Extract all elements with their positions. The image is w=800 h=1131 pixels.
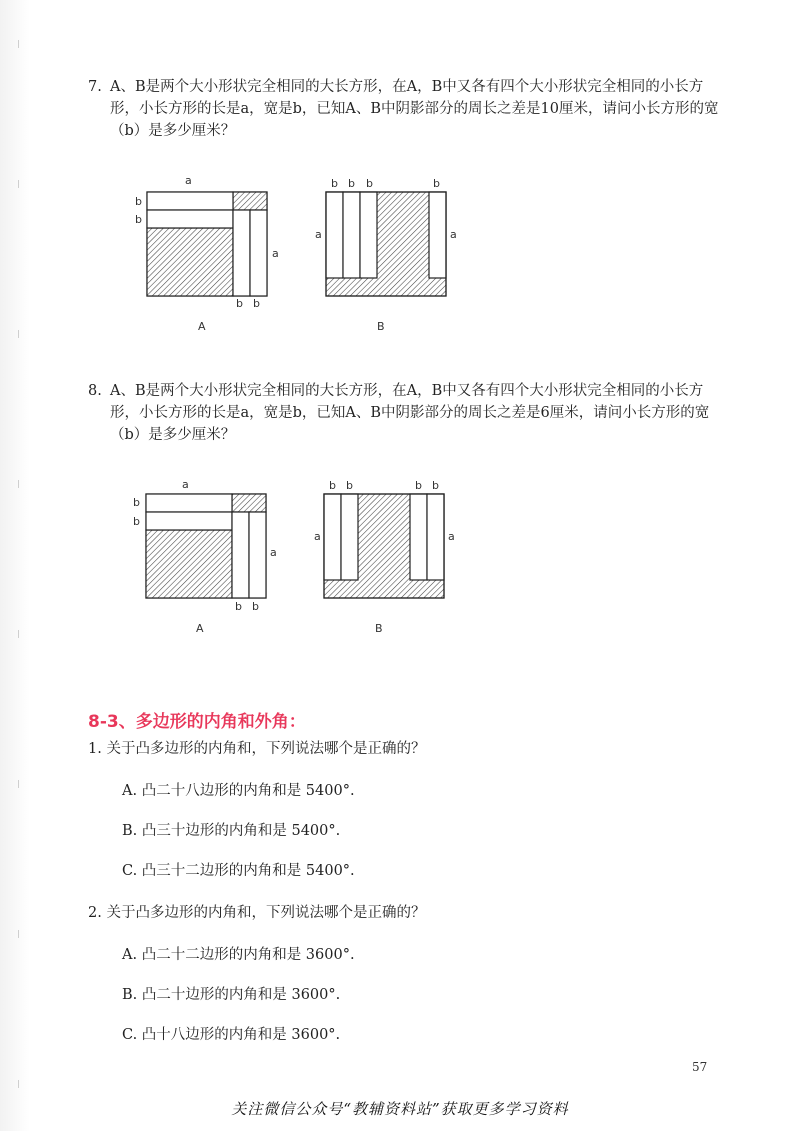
label-b: b bbox=[236, 297, 243, 310]
shaded-region bbox=[232, 494, 266, 512]
problem-number: 8. bbox=[88, 383, 102, 399]
question-1-stem: 1. 关于凸多边形的内角和，下列说法哪个是正确的？ bbox=[88, 741, 426, 757]
label-b: b bbox=[346, 479, 353, 492]
figure-a bbox=[133, 478, 277, 635]
label-b: b bbox=[432, 479, 439, 492]
footer-note: 关注微信公众号“教辅资料站”获取更多学习资料 bbox=[231, 1100, 569, 1118]
label-b: b bbox=[348, 177, 355, 190]
small-rectangle bbox=[326, 192, 343, 278]
small-rectangle bbox=[233, 210, 250, 296]
binding-mark bbox=[18, 780, 19, 788]
figure-b bbox=[314, 479, 455, 635]
shaded-region bbox=[146, 530, 232, 598]
shaded-region bbox=[233, 192, 267, 210]
small-rectangle bbox=[249, 512, 266, 598]
label-b: b bbox=[366, 177, 373, 190]
label-b: b bbox=[135, 213, 142, 226]
binding-mark bbox=[18, 1080, 19, 1088]
problem-text: A、B是两个大小形状完全相同的大长方形，在A，B中又各有四个大小形状完全相同的小长方形，小长方形的长是a，宽是b，已知A、B中阴影部分的周长之差是10厘米，请问小长方形的宽（b）是多少厘米？ bbox=[110, 79, 719, 139]
small-rectangle bbox=[147, 192, 233, 210]
question-1-option-c: C. 凸三十二边形的内角和是 5400°. bbox=[122, 863, 355, 879]
caption-a: A bbox=[198, 320, 206, 333]
label-b: b bbox=[133, 515, 140, 528]
binding-mark bbox=[18, 930, 19, 938]
section-title: 8-3、多边形的内角和外角： bbox=[88, 712, 306, 732]
page-number: 57 bbox=[692, 1060, 708, 1074]
small-rectangle bbox=[429, 192, 446, 278]
page-binding-edge bbox=[0, 0, 30, 1131]
small-rectangle bbox=[341, 494, 358, 580]
small-rectangle bbox=[147, 210, 233, 228]
caption-b: B bbox=[377, 320, 385, 333]
label-b: b bbox=[415, 479, 422, 492]
figure-7 bbox=[110, 168, 480, 340]
label-b: b bbox=[331, 177, 338, 190]
label-b: b bbox=[433, 177, 440, 190]
binding-mark bbox=[18, 630, 19, 638]
figure-b bbox=[315, 177, 457, 333]
small-rectangle bbox=[427, 494, 444, 580]
label-a: a bbox=[185, 174, 192, 187]
label-b: b bbox=[252, 600, 259, 613]
label-b: b bbox=[235, 600, 242, 613]
label-a: a bbox=[315, 228, 322, 241]
small-rectangle bbox=[146, 512, 232, 530]
label-a: a bbox=[314, 530, 321, 543]
label-a: a bbox=[182, 478, 189, 491]
caption-a: A bbox=[196, 622, 204, 635]
label-b: b bbox=[135, 195, 142, 208]
small-rectangle bbox=[250, 210, 267, 296]
question-2-stem: 2. 关于凸多边形的内角和，下列说法哪个是正确的？ bbox=[88, 905, 426, 921]
small-rectangle bbox=[410, 494, 427, 580]
shaded-region bbox=[147, 228, 233, 296]
question-2-option-c: C. 凸十八边形的内角和是 3600°. bbox=[122, 1027, 341, 1043]
problem-7 bbox=[88, 76, 728, 142]
binding-mark bbox=[18, 480, 19, 488]
small-rectangle bbox=[324, 494, 341, 580]
binding-mark bbox=[18, 330, 19, 338]
question-2-option-b: B. 凸二十边形的内角和是 3600°. bbox=[122, 987, 341, 1003]
label-a: a bbox=[448, 530, 455, 543]
problem-text: A、B是两个大小形状完全相同的大长方形，在A，B中又各有四个大小形状完全相同的小长方形，小长方形的长是a，宽是b，已知A、B中阴影部分的周长之差是6厘米，请问小长方形的宽（b）是多少厘米？ bbox=[110, 383, 710, 443]
small-rectangle bbox=[360, 192, 377, 278]
small-rectangle bbox=[146, 494, 232, 512]
label-a: a bbox=[270, 546, 277, 559]
figure-a bbox=[135, 174, 279, 333]
binding-mark bbox=[18, 180, 19, 188]
label-b: b bbox=[133, 496, 140, 509]
caption-b: B bbox=[375, 622, 383, 635]
question-1-option-a: A. 凸二十八边形的内角和是 5400°. bbox=[122, 783, 355, 799]
label-b: b bbox=[253, 297, 260, 310]
label-b: b bbox=[329, 479, 336, 492]
question-1-option-b: B. 凸三十边形的内角和是 5400°. bbox=[122, 823, 341, 839]
problem-number: 7. bbox=[88, 79, 102, 95]
label-a: a bbox=[450, 228, 457, 241]
small-rectangle bbox=[343, 192, 360, 278]
binding-mark bbox=[18, 40, 19, 48]
problem-8 bbox=[88, 380, 728, 446]
small-rectangle bbox=[232, 512, 249, 598]
figure-8 bbox=[110, 470, 480, 642]
label-a: a bbox=[272, 247, 279, 260]
question-2-option-a: A. 凸二十二边形的内角和是 3600°. bbox=[122, 947, 355, 963]
